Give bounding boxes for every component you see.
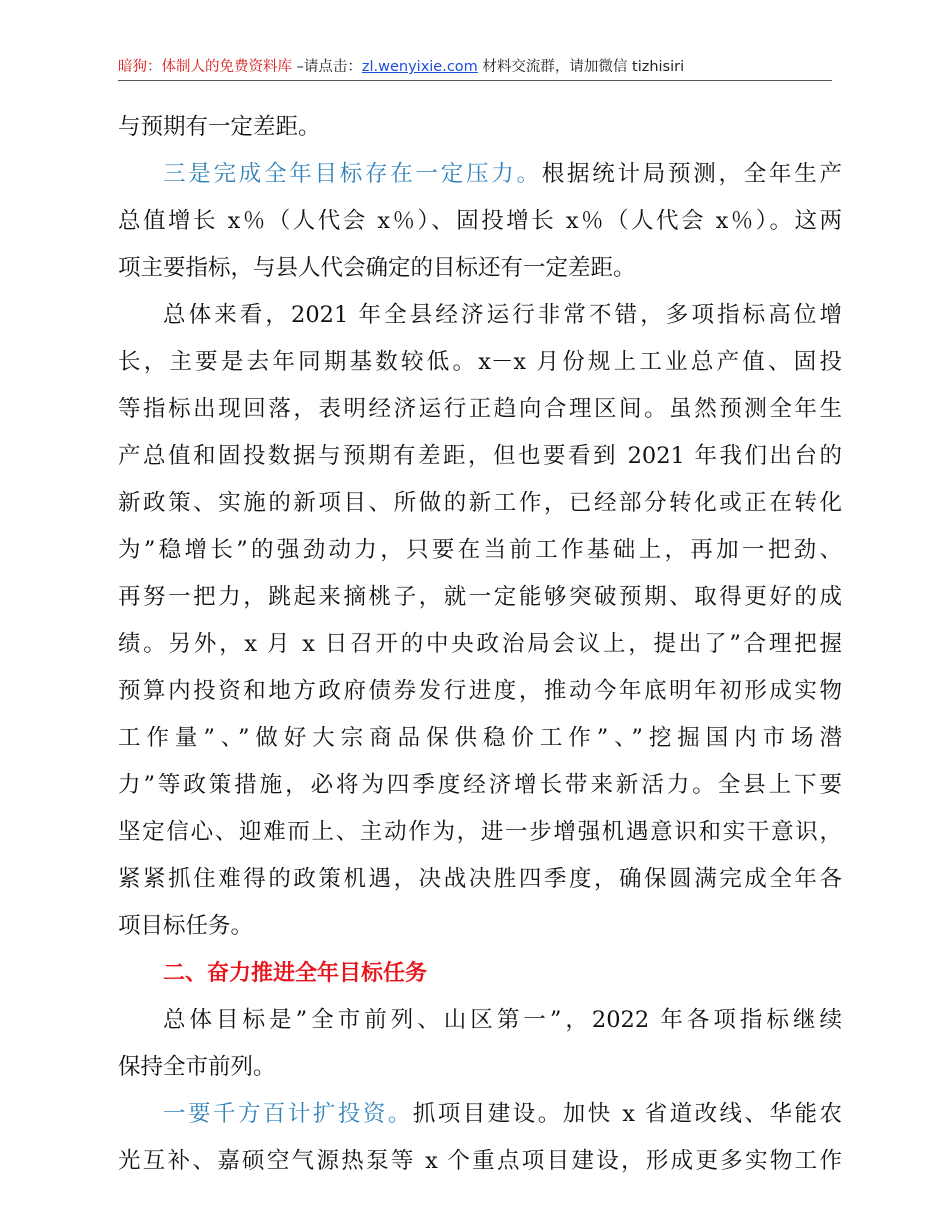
- text-segment: 为”稳增长”的强劲动力，只要在当前工作基础上，再加一把劲、: [118, 537, 842, 563]
- point-lead: 三是完成全年目标存在一定压力。: [163, 161, 542, 187]
- text-line: [118, 433, 842, 480]
- text-line: [118, 1044, 842, 1091]
- text-segment: 再努一把力，跳起来摘桃子，就一定能够突破预期、取得更好的成: [118, 584, 842, 610]
- text-segment: 坚定信心、迎难而上、主动作为，进一步增强机遇意识和实干意识，: [118, 819, 842, 845]
- text-segment: 抓项目建设。加快 x 省道改线、华能农: [412, 1101, 842, 1127]
- text-segment: 保持全市前列。: [118, 1054, 276, 1080]
- text-segment: 预算内投资和地方政府债券发行进度，推动今年底明年初形成实物: [118, 678, 842, 704]
- text-segment: 绩。另外，x 月 x 日召开的中央政治局会议上，提出了”合理把握: [118, 631, 842, 657]
- text-segment: 紧紧抓住难得的政策机遇，决战决胜四季度，确保圆满完成全年各: [118, 866, 842, 892]
- point-lead: 一要千方百计扩投资。: [163, 1101, 413, 1127]
- header-click-text: –请点击：: [292, 59, 362, 75]
- text-line: [118, 198, 842, 245]
- text-segment: 与预期有一定差距。: [118, 114, 321, 140]
- text-line: [118, 809, 842, 856]
- text-line: [118, 480, 842, 527]
- text-line: [118, 151, 842, 198]
- text-line: [118, 1138, 842, 1185]
- text-line: [118, 715, 842, 762]
- text-line: [118, 574, 842, 621]
- text-segment: 长，主要是去年同期基数较低。x－x 月份规上工业总产值、固投: [118, 349, 842, 375]
- text-segment: 产总值和固投数据与预期有差距，但也要看到 2021 年我们出台的: [118, 443, 842, 469]
- text-segment: 力”等政策措施，必将为四季度经济增长带来新活力。全县上下要: [118, 772, 842, 798]
- page-header: [118, 56, 832, 81]
- section-heading-line: [118, 950, 842, 997]
- text-line: [118, 903, 842, 950]
- text-segment: 总值增长 x％（人代会 x％）、固投增长 x％（人代会 x％）。这两: [118, 208, 842, 234]
- text-line: [118, 339, 842, 386]
- text-segment: 新政策、实施的新项目、所做的新工作，已经部分转化或正在转化: [118, 490, 842, 516]
- text-line: [118, 386, 842, 433]
- section-heading: 二、奋力推进全年目标任务: [163, 961, 428, 986]
- text-line: [118, 856, 842, 903]
- text-line: [118, 762, 842, 809]
- text-line: [118, 245, 842, 292]
- header-contact-text: 材料交流群，请加微信 tizhisiri: [477, 59, 685, 75]
- text-line: [118, 104, 842, 151]
- text-line: [118, 1091, 842, 1138]
- text-segment: 光互补、嘉硕空气源热泵等 x 个重点项目建设，形成更多实物工作: [118, 1148, 842, 1174]
- text-segment: 项目标任务。: [118, 913, 254, 939]
- text-segment: 工作量”、”做好大宗商品保供稳价工作”、”挖掘国内市场潜: [118, 725, 842, 751]
- text-line: [118, 668, 842, 715]
- text-line: [118, 997, 842, 1044]
- document-body: [118, 104, 842, 1185]
- text-segment: 项主要指标，与县人代会确定的目标还有一定差距。: [118, 255, 636, 281]
- text-line: [118, 527, 842, 574]
- text-line: [118, 292, 842, 339]
- text-segment: 根据统计局预测，全年生产: [541, 161, 842, 187]
- header-site-name: 暗狗：体制人的免费资料库: [118, 59, 292, 75]
- text-line: [118, 621, 842, 668]
- text-segment: 等指标出现回落，表明经济运行正趋向合理区间。虽然预测全年生: [118, 396, 842, 422]
- header-url-link[interactable]: zl.wenyixie.com: [361, 59, 478, 75]
- text-segment: 总体来看，2021 年全县经济运行非常不错，多项指标高位增: [163, 302, 842, 328]
- text-segment: 总体目标是”全市前列、山区第一”，2022 年各项指标继续: [163, 1007, 842, 1033]
